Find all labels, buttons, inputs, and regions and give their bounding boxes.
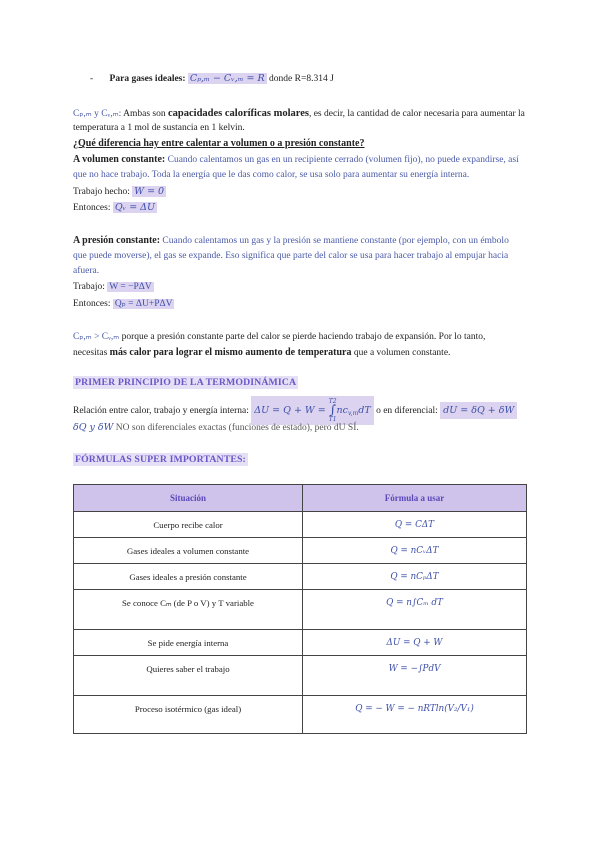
text-line: que puede moverse), el gas se expande. Eso significa que parte del calor se usa para hacer trabajo al empujar hacia	[73, 251, 509, 261]
volume-then	[73, 202, 157, 213]
text: porque a presión constante parte del calor se pierde haciendo trabajo de expansión. Por lo tanto,	[121, 332, 486, 342]
pressure-label: A presión constante:	[73, 235, 161, 246]
compare-line	[73, 331, 485, 342]
situation-cell: Cuerpo recibe calor	[74, 512, 303, 538]
formula: Qₚ = ΔU+PΔV	[114, 299, 173, 309]
first-law-formula: ΔU = Q + W = T2 ∫ $T1nc_{v,m}dT$	[251, 396, 373, 425]
formula-cell: Q = − W = − nRTln(V₂/V₁)	[303, 696, 527, 734]
column-header-situation: Situación	[74, 485, 303, 512]
question-heading: ¿Qué diferencia hay entre calentar a volumen o a presión constante?	[73, 138, 365, 149]
formula-cell: Q = n∫Cₘ dT	[303, 590, 527, 630]
formula: Qᵥ = ΔU	[114, 202, 156, 213]
text: que a volumen constante.	[353, 348, 451, 358]
ideal-gas-line	[90, 73, 334, 84]
column-header-formula: Fórmula a usar	[303, 485, 527, 512]
text: Cuando calentamos un gas en un recipiente cerrado (volumen fijo), no puede expandirse, así	[167, 155, 519, 165]
formulas-table	[73, 484, 527, 734]
compare-symbols: Cₚ,ₘ > Cᵥ,ₘ	[73, 332, 120, 342]
table-row	[74, 538, 527, 564]
formula-cell: Q = nCᵥΔT	[303, 538, 527, 564]
formula-cell: Q = CΔT	[303, 512, 527, 538]
text-line: temperatura a 1 mol de sustancia en 1 kelvin.	[73, 123, 245, 133]
situation-cell: Gases ideales a volumen constante	[74, 538, 303, 564]
heat-capacity-symbols: Cₚ,ₘ y Cᵥ,ₘ:	[73, 109, 122, 119]
formula: W = 0	[134, 186, 165, 197]
bold-term: capacidades caloríficas molares	[168, 108, 309, 119]
heat-capacity-line	[73, 108, 525, 119]
text: o en diferencial:	[376, 406, 438, 416]
situation-cell: Se conoce Cₘ (de P o V) y T variable	[74, 590, 303, 630]
situation-cell: Quieres saber el trabajo	[74, 656, 303, 696]
table-row	[74, 512, 527, 538]
r-constant: donde R=8.314 J	[269, 74, 334, 84]
text: Ambas son	[123, 109, 166, 119]
ideal-gas-label: Para gases ideales:	[109, 74, 186, 84]
label: Entonces:	[73, 299, 111, 309]
label: Trabajo hecho:	[73, 187, 130, 197]
formula-cell: W = −∫PdV	[303, 656, 527, 696]
volume-line	[73, 154, 519, 165]
table-row	[74, 656, 527, 696]
formula-cell: Q = nCₚΔT	[303, 564, 527, 590]
formula-cell: ΔU = Q + W	[303, 630, 527, 656]
pressure-line	[73, 235, 509, 246]
compare-line-2	[73, 347, 450, 358]
bold-term: más calor para lograr el mismo aumento de temperatura	[109, 347, 352, 358]
table-row	[74, 590, 527, 630]
bullet: -	[90, 74, 94, 84]
situation-cell: Proceso isotérmico (gas ideal)	[74, 696, 303, 734]
text: Cuando calentamos un gas y la presión se mantiene constante (por ejemplo, con un émbolo	[162, 236, 509, 246]
text-line: afuera.	[73, 266, 100, 276]
situation-cell: Se pide energía interna	[74, 630, 303, 656]
text: , es decir, la cantidad de calor necesaria para aumentar la	[308, 109, 525, 119]
pressure-then	[73, 298, 174, 309]
volume-work	[73, 186, 166, 197]
delta-symbols: δQ y δW	[73, 422, 114, 433]
label: Entonces:	[73, 203, 111, 213]
first-law-heading: PRIMER PRINCIPIO DE LA TERMODINÁMICA	[75, 377, 297, 388]
situation-cell: Gases ideales a presión constante	[74, 564, 303, 590]
note-line	[73, 422, 359, 433]
mayer-formula: Cₚ,ₘ − Cᵥ,ₘ = R	[189, 73, 265, 84]
text: necesitas	[73, 348, 108, 358]
volume-label: A volumen constante:	[73, 154, 166, 165]
formulas-heading: FÓRMULAS SUPER IMPORTANTES:	[75, 454, 246, 465]
formula: W = −PΔV	[109, 282, 152, 292]
table-row	[74, 630, 527, 656]
text: Relación entre calor, trabajo y energía interna:	[73, 406, 249, 416]
label: Trabajo:	[73, 282, 105, 292]
text-line: que no hace trabajo. Toda la energía que le das como calor, se usa solo para aumentar su energía interna.	[73, 170, 470, 180]
text: NO son diferenciales exactas (funciones de estado), pero dU SÍ.	[115, 423, 359, 433]
differential-formula: dU = δQ + δW	[440, 402, 517, 419]
table-row	[74, 696, 527, 734]
table-row	[74, 564, 527, 590]
pressure-work	[73, 282, 154, 292]
first-law-line	[73, 396, 517, 425]
